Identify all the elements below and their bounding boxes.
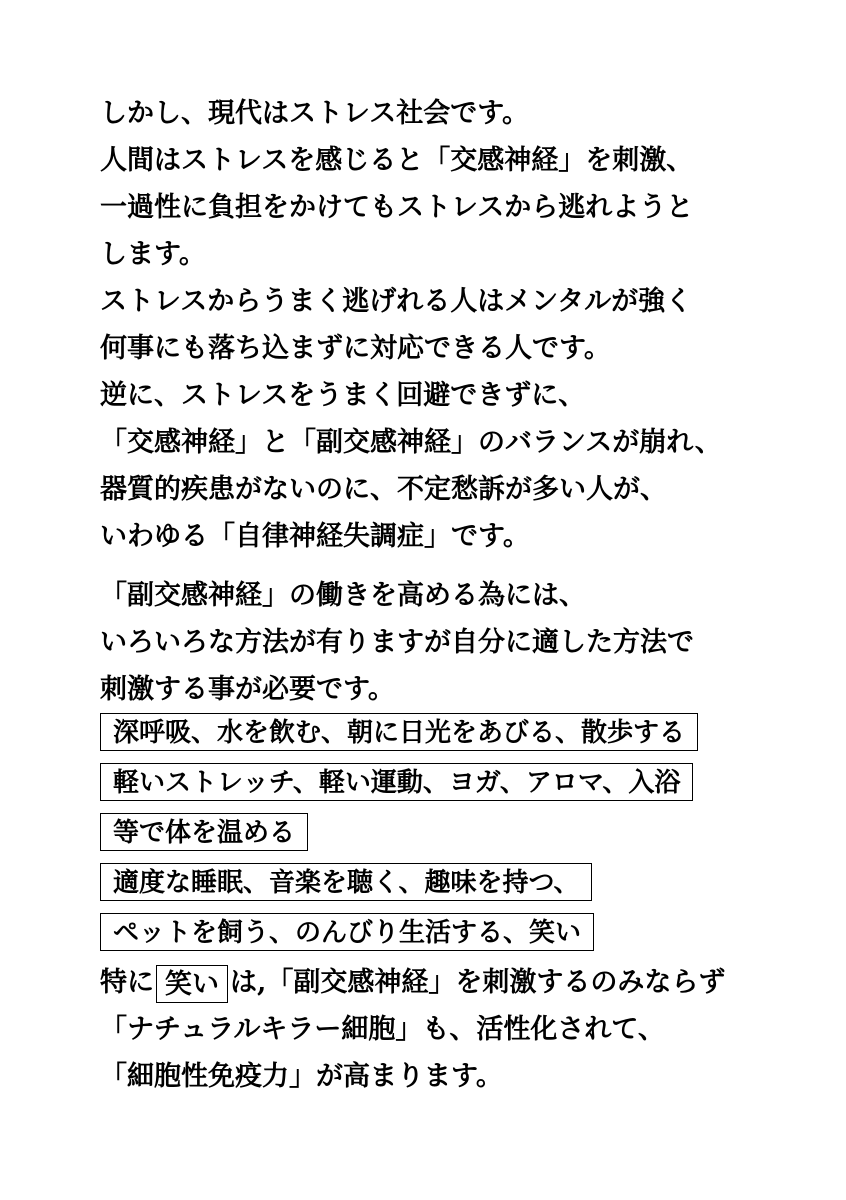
method-box: 軽いストレッチ、軽い運動、ヨガ、アロマ、入浴 — [100, 763, 693, 801]
text-line: 刺激する事が必要です。 — [100, 674, 395, 705]
text-line: 「交感神経」と「副交感神経」のバランスが崩れ、 — [100, 427, 722, 458]
text-line: 一過性に負担をかけてもストレスから逃れようと — [100, 192, 694, 223]
paragraph-laughter — [100, 963, 800, 1094]
closing-suffix: は,「副交感神経」を刺激するのみならず — [230, 967, 726, 998]
closing-prefix: 特に — [100, 967, 154, 998]
text-line: 人間はストレスを感じると「交感神経」を刺激、 — [100, 145, 694, 176]
laughter-box: 笑い — [156, 965, 228, 1003]
text-line: 何事にも落ち込まずに対応できる人です。 — [100, 333, 611, 364]
text-line: 「ナチュラルキラー細胞」も、活性化されて、 — [100, 1014, 665, 1045]
document-body — [100, 97, 800, 1107]
paragraph-stress-society — [100, 97, 800, 554]
method-box: 等で体を温める — [100, 813, 308, 851]
methods-box-list — [100, 713, 800, 951]
paragraph-gap — [100, 567, 800, 579]
text-line: いろいろな方法が有りますが自分に適した方法で — [100, 627, 694, 658]
text-line: 器質的疾患がないのに、不定愁訴が多い人が、 — [100, 474, 667, 505]
text-line: 「細胞性免疫力」が高まります。 — [100, 1061, 503, 1092]
method-box: 適度な睡眠、音楽を聴く、趣味を持つ、 — [100, 863, 592, 901]
text-line — [100, 963, 800, 1003]
method-box: 深呼吸、水を飲む、朝に日光をあびる、散歩する — [100, 713, 698, 751]
text-line: 逆に、ストレスをうまく回避できずに、 — [100, 380, 586, 411]
method-box: ペットを飼う、のんびり生活する、笑い — [100, 913, 594, 951]
text-line: します。 — [100, 239, 206, 270]
text-line: しかし、現代はストレス社会です。 — [100, 98, 530, 129]
text-line: 「副交感神経」の働きを高める為には、 — [100, 580, 586, 611]
text-line: いわゆる「自律神経失調症」です。 — [100, 521, 530, 552]
paragraph-parasympathetic — [100, 579, 800, 707]
text-line: ストレスからうまく逃げれる人はメンタルが強く — [100, 286, 693, 317]
